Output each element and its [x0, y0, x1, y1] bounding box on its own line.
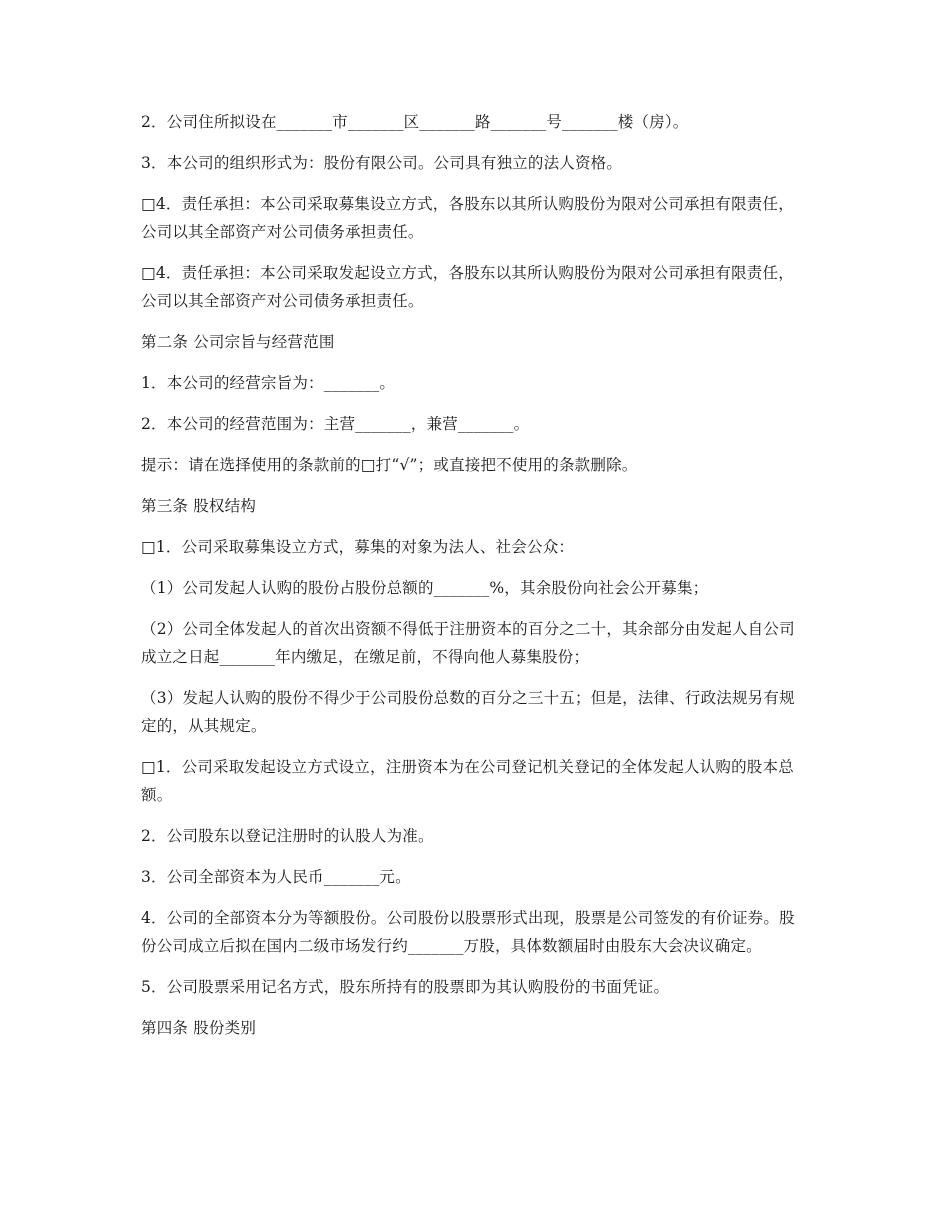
clause-liability-raised: □4．责任承担：本公司采取募集设立方式，各股东以其所认购股份为限对公司承担有限责任，公司以其全部资产对公司债务承担责任。 [141, 195, 794, 241]
hint-note: 提示：请在选择使用的条款前的□打“√”；或直接把不使用的条款删除。 [141, 456, 638, 474]
clause-raised-establishment: □1．公司采取募集设立方式，募集的对象为法人、社会公众： [141, 538, 575, 556]
clause-address: 2．公司住所拟设在_______市_______区_______路_______号_______楼（房）。 [141, 113, 689, 131]
clause-business-purpose: 1．本公司的经营宗旨为：_______。 [141, 374, 396, 392]
section-heading-share-classes: 第四条 股份类别 [141, 1019, 257, 1037]
subclause-2: （2）公司全体发起人的首次出资额不得低于注册资本的百分之二十，其余部分由发起人自公司成立之日起_______年内缴足，在缴足前，不得向他人募集股份； [141, 620, 795, 666]
clause-liability-promoted: □4．责任承担：本公司采取发起设立方式，各股东以其所认购股份为限对公司承担有限责任，公司以其全部资产对公司债务承担责任。 [141, 264, 794, 310]
clause-equal-shares: 4．公司的全部资本分为等额股份。公司股份以股票形式出现，股票是公司签发的有价证券。股份公司成立后拟在国内二级市场发行约_______万股，具体数额届时由股东大会决议确定。 [141, 909, 795, 955]
clause-registered-shares: 5．公司股票采用记名方式，股东所持有的股票即为其认购股份的书面凭证。 [141, 978, 670, 996]
clause-total-capital: 3．公司全部资本为人民币_______元。 [141, 868, 411, 886]
document-page [141, 108, 806, 1055]
clause-organization-form: 3．本公司的组织形式为：股份有限公司。公司具有独立的法人资格。 [141, 154, 623, 172]
subclause-1: （1）公司发起人认购的股份占股份总额的_______%，其余股份向社会公开募集； [141, 579, 709, 597]
subclause-3: （3）发起人认购的股份不得少于公司股份总数的百分之三十五；但是，法律、行政法规另有规定的，从其规定。 [141, 689, 795, 735]
section-heading-equity-structure: 第三条 股权结构 [141, 497, 257, 515]
clause-shareholders: 2．公司股东以登记注册时的认股人为准。 [141, 827, 434, 845]
clause-promoted-establishment: □1．公司采取发起设立方式设立，注册资本为在公司登记机关登记的全体发起人认购的股本总额。 [141, 758, 794, 804]
section-heading-purpose-scope: 第二条 公司宗旨与经营范围 [141, 333, 335, 351]
clause-business-scope: 2．本公司的经营范围为：主营_______，兼营_______。 [141, 415, 530, 433]
